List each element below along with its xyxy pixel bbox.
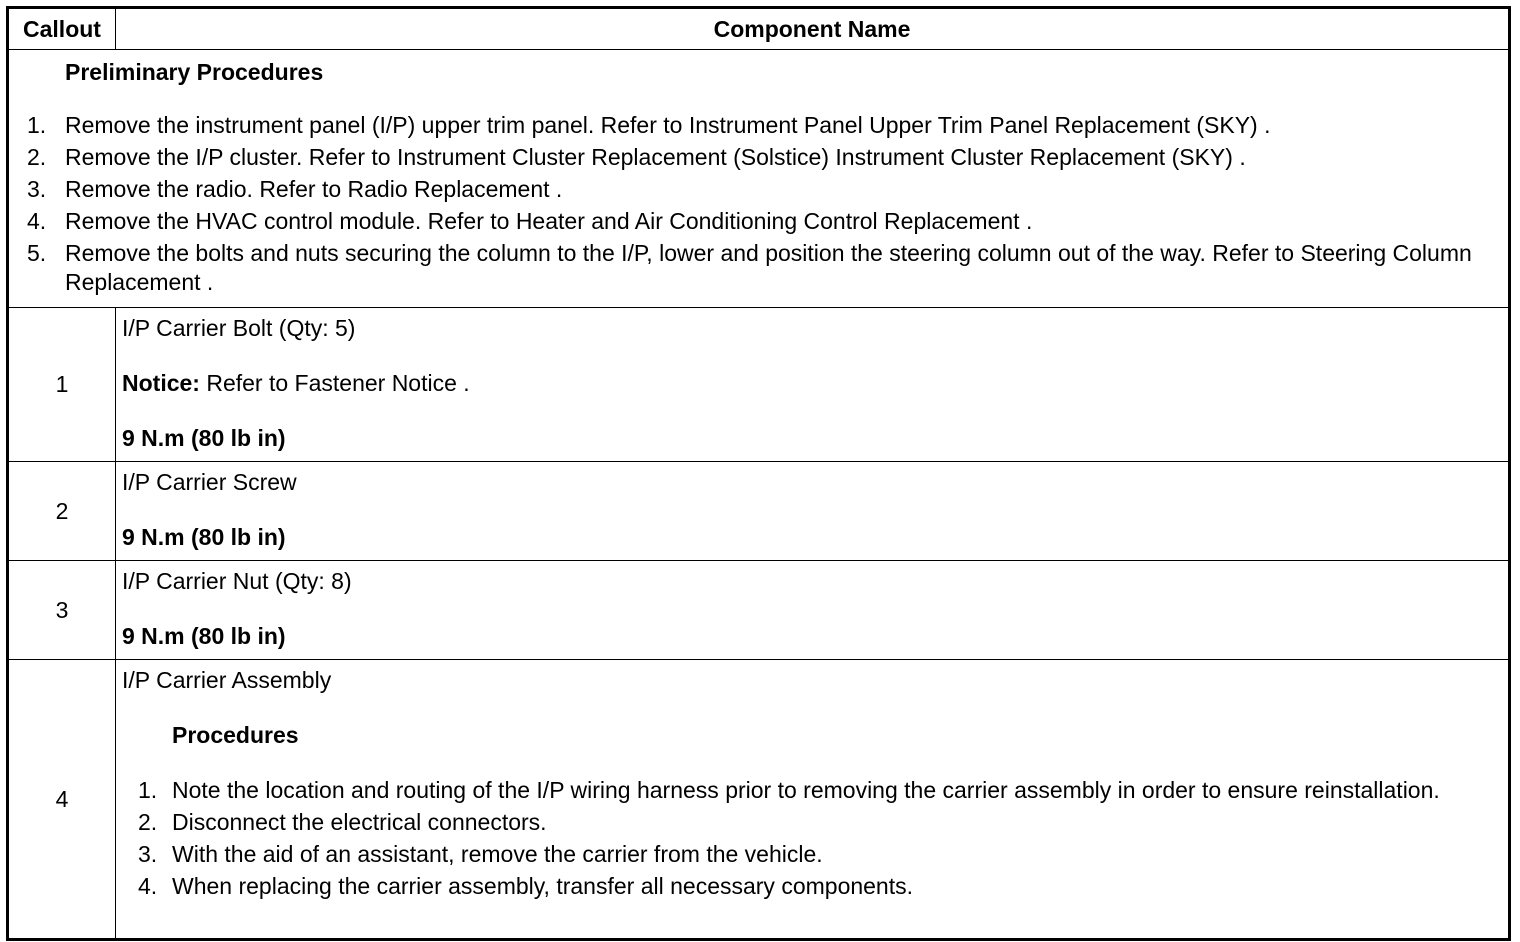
table-row: [8, 660, 1510, 940]
step-number: 3.: [138, 841, 158, 867]
step-number: 2.: [27, 144, 47, 170]
step-number: 4.: [138, 873, 158, 899]
callout-number: 4: [8, 660, 116, 940]
torque-spec: 9 N.m (80 lb in): [122, 623, 286, 649]
list-item: [122, 840, 1500, 869]
step-number: 1.: [27, 112, 47, 138]
list-item: [122, 872, 1500, 901]
step-text: Remove the I/P cluster. Refer to Instrument Cluster Replacement (Solstice) Instrument Cluster Replacement (SKY) .: [65, 144, 1246, 170]
table-header-row: [8, 8, 1510, 50]
step-text: Remove the bolts and nuts securing the column to the I/P, lower and position the steering column out of the way. Refer to Steering Column Replacement .: [65, 240, 1472, 295]
step-text: When replacing the carrier assembly, transfer all necessary components.: [172, 873, 914, 899]
step-number: 1.: [138, 777, 158, 803]
component-name-header: Component Name: [116, 8, 1510, 50]
table-row: [8, 308, 1510, 462]
step-text: With the aid of an assistant, remove the carrier from the vehicle.: [172, 841, 823, 867]
component-name: I/P Carrier Screw: [122, 469, 297, 495]
callout-number: 3: [8, 561, 116, 660]
component-table: [6, 6, 1511, 941]
notice-label: Notice:: [122, 370, 200, 396]
preliminary-title: Preliminary Procedures: [65, 59, 324, 85]
notice-text: Refer to Fastener Notice .: [199, 370, 470, 396]
step-text: Disconnect the electrical connectors.: [172, 809, 547, 835]
preliminary-steps: [25, 111, 1496, 297]
step-text: Remove the HVAC control module. Refer to Heater and Air Conditioning Control Replacement .: [65, 208, 1033, 234]
preliminary-cell: [8, 50, 1510, 308]
component-cell: [116, 462, 1510, 561]
preliminary-row: [8, 50, 1510, 308]
component-cell: [116, 561, 1510, 660]
step-number: 5.: [27, 240, 47, 266]
step-text: Note the location and routing of the I/P wiring harness prior to removing the carrier assembly in order to ensure reinstallation.: [172, 777, 1440, 803]
torque-spec: 9 N.m (80 lb in): [122, 524, 286, 550]
callout-number: 2: [8, 462, 116, 561]
list-item: [25, 143, 1496, 172]
list-item: [25, 175, 1496, 204]
step-number: 4.: [27, 208, 47, 234]
step-number: 2.: [138, 809, 158, 835]
list-item: [25, 207, 1496, 236]
procedures-title: Procedures: [172, 722, 299, 748]
component-name: I/P Carrier Bolt (Qty: 5): [122, 315, 356, 341]
notice: [122, 369, 1500, 398]
step-text: Remove the instrument panel (I/P) upper trim panel. Refer to Instrument Panel Upper Trim Panel Replacement (SKY) .: [65, 112, 1271, 138]
component-name: I/P Carrier Assembly: [122, 667, 332, 693]
component-cell: [116, 660, 1510, 940]
component-cell: [116, 308, 1510, 462]
step-number: 3.: [27, 176, 47, 202]
list-item: [122, 776, 1500, 805]
torque-spec: 9 N.m (80 lb in): [122, 425, 286, 451]
callout-header: Callout: [8, 8, 116, 50]
list-item: [122, 808, 1500, 837]
procedure-steps: [122, 776, 1500, 901]
table-row: [8, 462, 1510, 561]
table-row: [8, 561, 1510, 660]
component-name: I/P Carrier Nut (Qty: 8): [122, 568, 352, 594]
list-item: [25, 239, 1496, 297]
step-text: Remove the radio. Refer to Radio Replacement .: [65, 176, 563, 202]
callout-number: 1: [8, 308, 116, 462]
list-item: [25, 111, 1496, 140]
